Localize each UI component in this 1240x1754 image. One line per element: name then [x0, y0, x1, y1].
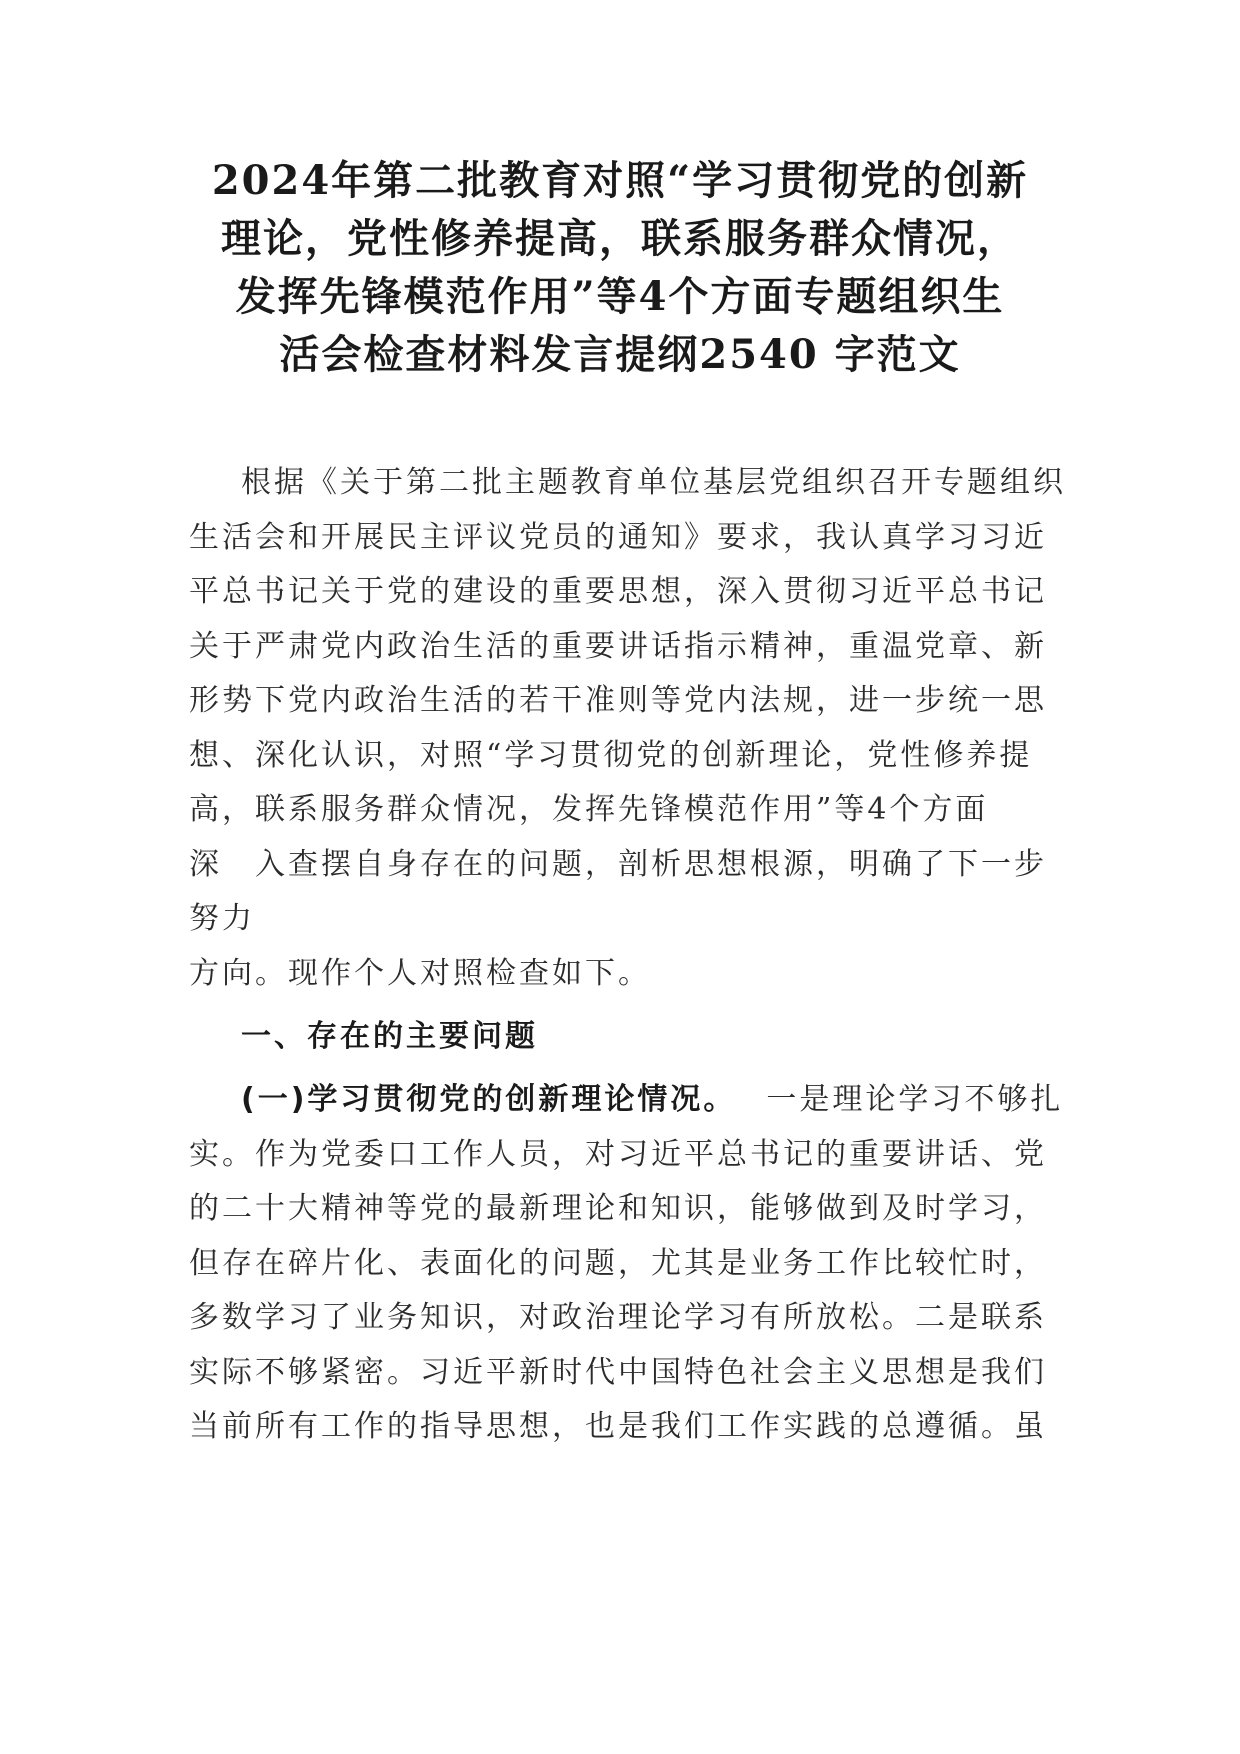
paragraph-line: 努力: [189, 901, 255, 936]
paragraph-line: 关于严肃党内政治生活的重要讲话指示精神，重温党章、新: [189, 628, 1047, 664]
paragraph-line: 平总书记关于党的建设的重要思想，深入贯彻习近平总书记: [189, 574, 1047, 609]
paragraph-text: 一是理论学习不够扎: [766, 1082, 1064, 1117]
paragraph-line: 但存在碎片化、表面化的问题，尤其是业务工作比较忙时，: [189, 1245, 1047, 1281]
subsection-first-line: [189, 1073, 1064, 1128]
document-body: [189, 456, 1064, 1455]
subsection-heading: (一)学习贯彻党的创新理论情况。: [241, 1082, 737, 1117]
title-line: 理论，党性修养提高，联系服务群众情况，: [221, 215, 1019, 262]
paragraph-line: 高，联系服务群众情况，发挥先锋模范作用”等4个方面: [189, 792, 989, 827]
paragraph-line: 实。作为党委口工作人员，对习近平总书记的重要讲话、党: [189, 1136, 1047, 1172]
paragraph-line: 方向。现作个人对照检查如下。: [189, 955, 651, 991]
document-title: [180, 152, 1060, 384]
paragraph-line: 想、深化认识，对照“学习贯彻党的创新理论，党性修养提: [189, 737, 1033, 773]
paragraph-line: 生活会和开展民主评议党员的通知》要求，我认真学习习近: [189, 519, 1047, 555]
paragraph-line: 当前所有工作的指导思想，也是我们工作实践的总遵循。虽: [189, 1409, 1047, 1444]
title-line: 2024年第二批教育对照“学习贯彻党的创新: [211, 157, 1029, 204]
section-heading: 一、存在的主要问题: [241, 1019, 538, 1054]
paragraph-line: 的二十大精神等党的最新理论和知识，能够做到及时学习，: [189, 1191, 1047, 1226]
subsection-paragraph: [189, 1073, 1064, 1455]
title-line: 活会检查材料发言提纲2540 字范文: [279, 331, 961, 378]
paragraph-line: 多数学习了业务知识，对政治理论学习有所放松。二是联系: [189, 1300, 1047, 1335]
intro-paragraph: [189, 456, 1064, 1001]
title-line: 发挥先锋模范作用”等4个方面专题组织生: [235, 273, 1005, 320]
paragraph-line: 深 入查摆自身存在的问题，剖析思想根源，明确了下一步: [189, 846, 1047, 882]
paragraph-line: 根据《关于第二批主题教育单位基层党组织召开专题组织: [241, 465, 1066, 500]
paragraph-line: 实际不够紧密。习近平新时代中国特色社会主义思想是我们: [189, 1354, 1047, 1390]
paragraph-line: 形势下党内政治生活的若干准则等党内法规，进一步统一思: [189, 683, 1047, 718]
